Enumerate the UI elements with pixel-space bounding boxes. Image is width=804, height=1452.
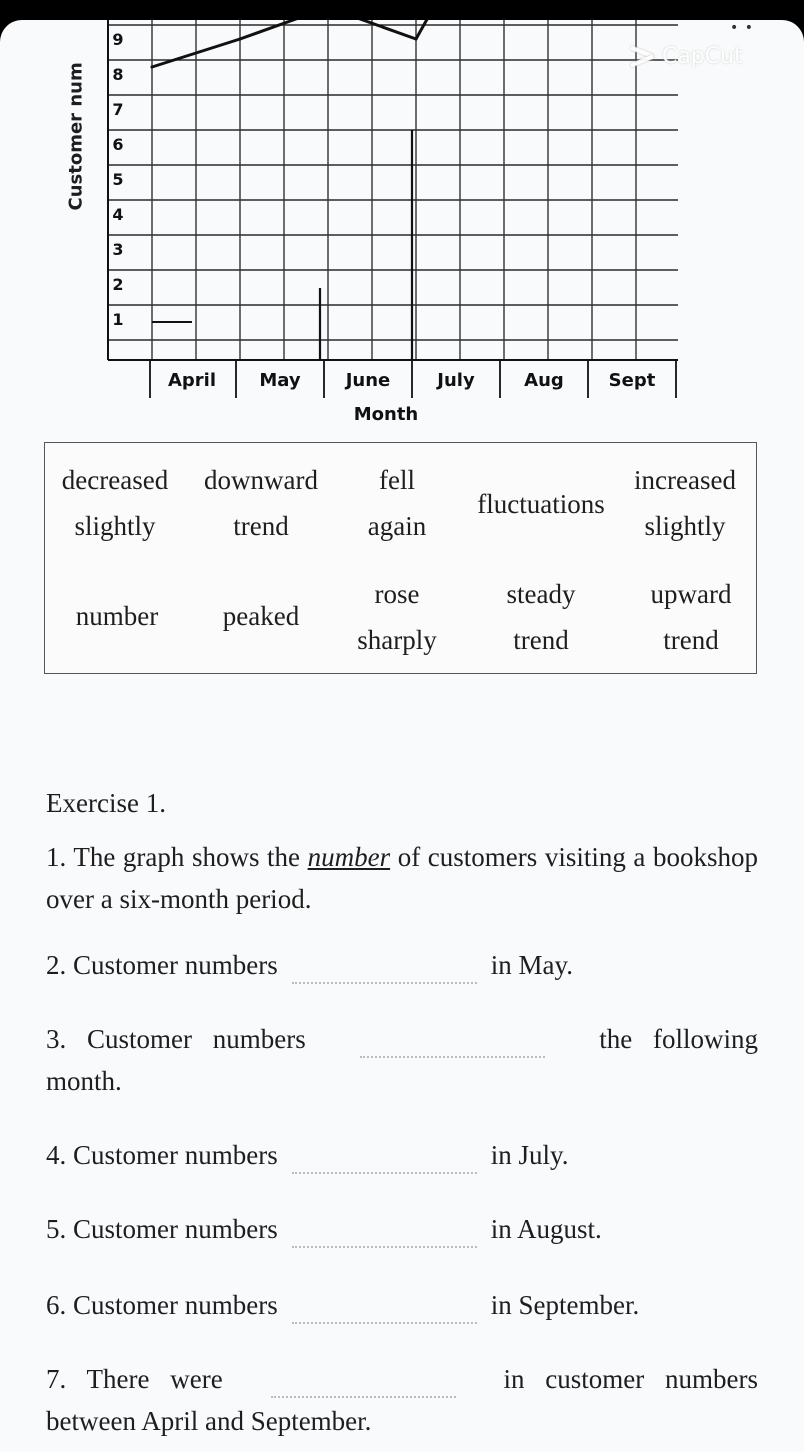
x-tick-label: May — [259, 370, 301, 391]
q3-text-c: month. — [46, 1066, 122, 1096]
x-tick-label: July — [437, 370, 475, 391]
q5-blank[interactable] — [292, 1244, 477, 1248]
question-7 — [46, 1358, 758, 1442]
q6-text-a: 6. Customer numbers — [46, 1290, 278, 1320]
y-tick-label: 6 — [112, 135, 124, 154]
question-1 — [46, 836, 758, 920]
word-line: trend — [513, 625, 569, 655]
word-line: again — [367, 511, 427, 541]
customer-line-chart — [0, 20, 804, 440]
question-6 — [46, 1284, 758, 1326]
y-tick-label: 4 — [112, 205, 124, 224]
series-line-segment — [416, 20, 434, 39]
x-tick-label: June — [345, 370, 391, 391]
watermark-text: CapCut — [662, 44, 743, 69]
q2-text-a: 2. Customer numbers — [46, 950, 278, 980]
series-point — [151, 66, 154, 69]
word-downward-trend — [204, 457, 318, 549]
word-line: upward — [650, 579, 732, 609]
q4-text-a: 4. Customer numbers — [46, 1140, 278, 1170]
q7-blank[interactable] — [271, 1394, 456, 1398]
y-tick-label: 8 — [112, 65, 124, 84]
q2-blank[interactable] — [292, 980, 477, 984]
word-line: slightly — [644, 511, 726, 541]
word-line: rose — [374, 579, 420, 609]
y-tick-label: 2 — [112, 275, 124, 294]
question-3 — [46, 1018, 758, 1102]
x-tick-label: April — [167, 370, 217, 391]
chart-ylabel: Customer num — [65, 62, 87, 211]
question-4 — [46, 1134, 758, 1176]
word-fluctuations — [477, 481, 604, 527]
q3-text-a: 3. Customer numbers — [46, 1024, 306, 1054]
capcut-watermark — [628, 44, 743, 69]
question-5 — [46, 1208, 758, 1250]
word-fell-again — [368, 457, 426, 549]
word-steady-trend — [507, 571, 576, 663]
word-increased-slightly — [634, 457, 736, 549]
word-rose-sharply — [357, 571, 436, 663]
word-upward-trend — [651, 571, 732, 663]
x-tick-label: Aug — [524, 370, 564, 391]
word-line: fell — [379, 465, 415, 495]
series-point — [415, 38, 418, 41]
q7-text-b: in customer numbers — [503, 1364, 758, 1394]
q7-text-c: between April and September. — [46, 1406, 372, 1436]
y-tick-label: 5 — [112, 170, 124, 189]
word-line: downward — [204, 465, 318, 495]
q7-text-a: 7. There were — [46, 1364, 223, 1394]
y-tick-label: 1 — [112, 310, 124, 329]
q1-text-a: 1. The graph shows the — [46, 842, 308, 872]
q5-text-b: in August. — [490, 1214, 602, 1244]
word-peaked — [223, 593, 299, 639]
word-line: decreased — [61, 465, 169, 495]
x-tick-label: Sept — [608, 370, 656, 391]
capcut-logo-icon — [628, 46, 656, 68]
word-line: steady — [506, 579, 576, 609]
q4-text-b: in July. — [490, 1140, 569, 1170]
worksheet-page — [0, 20, 804, 1452]
y-tick-label: 3 — [112, 240, 124, 259]
word-bank-box — [44, 442, 757, 674]
word-line: sharply — [357, 625, 437, 655]
word-decreased-slightly — [62, 457, 168, 549]
word-line: slightly — [74, 511, 156, 541]
y-tick-label: 7 — [112, 100, 124, 119]
question-2 — [46, 944, 758, 986]
word-line: number — [75, 601, 159, 631]
word-line: fluctuations — [477, 489, 605, 519]
word-line: trend — [663, 625, 719, 655]
q3-blank[interactable] — [360, 1054, 545, 1058]
series-point — [239, 38, 242, 41]
q5-text-a: 5. Customer numbers — [46, 1214, 278, 1244]
exercise-title: Exercise 1. — [46, 788, 166, 818]
q1-answer: number — [307, 842, 391, 872]
q4-blank[interactable] — [292, 1170, 477, 1174]
y-tick-label: 9 — [112, 30, 124, 49]
word-line: trend — [233, 511, 289, 541]
top-dots-decoration: • • — [730, 20, 754, 36]
q6-text-b: in September. — [490, 1290, 640, 1320]
word-line: increased — [634, 465, 736, 495]
q3-text-b: the following — [599, 1024, 758, 1054]
q6-blank[interactable] — [292, 1320, 477, 1324]
word-number — [76, 593, 158, 639]
word-line: peaked — [222, 601, 300, 631]
q1-text-b: of customers visiting a bookshop over a six-month period. — [46, 842, 758, 914]
q2-text-b: in May. — [490, 950, 573, 980]
chart-svg — [0, 20, 804, 440]
chart-xlabel: Month — [353, 404, 419, 425]
